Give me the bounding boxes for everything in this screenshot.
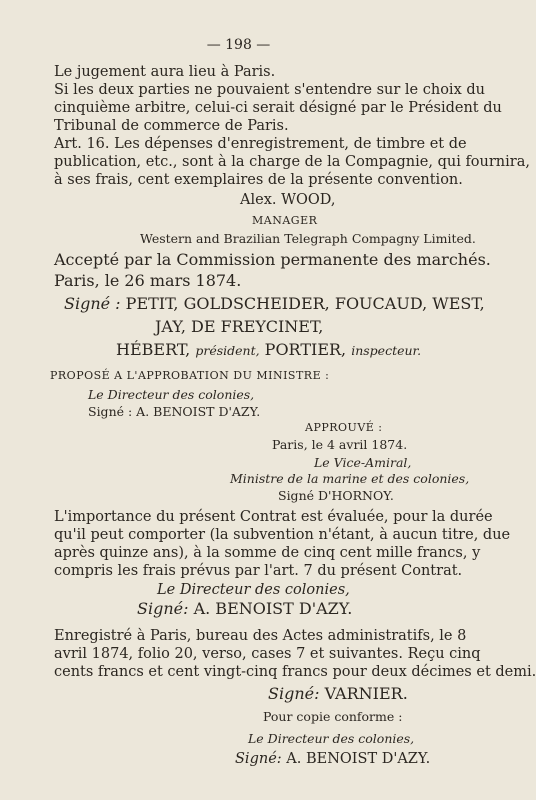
signature-title: MANAGER — [252, 214, 318, 227]
official-title: Ministre de la marine et des colonies, — [230, 471, 470, 486]
signature-line: Signé : A. BENOIST D'AZY. — [88, 404, 261, 419]
signature-line — [235, 750, 430, 768]
signatory-name: PORTIER, — [264, 340, 347, 359]
official-title: Le Directeur des colonies, — [88, 387, 255, 402]
text-line: L'importance du présent Contrat est évaluée, pour la durée — [54, 509, 493, 525]
signatory-name: HÉBERT, — [116, 340, 191, 359]
text-line: avril 1874, folio 20, verso, cases 7 et suivantes. Reçu cinq — [54, 646, 481, 662]
official-title: Le Vice-Amiral, — [314, 455, 412, 470]
signed-label: Signé: — [137, 599, 189, 618]
text-line: compris les frais prévus par l'art. 7 du présent Contrat. — [54, 563, 463, 579]
page-number: — 198 — — [206, 37, 271, 53]
text-line: Si les deux parties ne pouvaient s'entendre sur le choix du — [54, 82, 485, 98]
signatories-line: JAY, DE FREYCINET, — [155, 317, 324, 336]
signature-line — [137, 600, 352, 618]
signature-line: Signé D'HORNOY. — [278, 488, 394, 503]
official-title: Le Directeur des colonies, — [248, 731, 415, 746]
text-line: cinquième arbitre, celui-ci serait désigné par le Président du — [54, 100, 502, 116]
company-name: Western and Brazilian Telegraph Compagny Limited. — [140, 231, 476, 246]
text-line: publication, etc., sont à la charge de la Compagnie, qui fournira, — [54, 154, 530, 170]
signed-label: Signé: — [268, 684, 320, 703]
copy-note: Pour copie conforme : — [263, 709, 403, 724]
text-line: après quinze ans), à la somme de cinq cent mille francs, y — [54, 545, 481, 561]
signatory-name: A. BENOIST D'AZY. — [286, 751, 431, 767]
text-line: cents francs et cent vingt-cinq francs pour deux décimes et demi. — [54, 664, 536, 680]
text-line: Accepté par la Commission permanente des marchés. — [54, 250, 491, 269]
date-line: Paris, le 4 avril 1874. — [272, 437, 408, 452]
signed-label: Signé: — [235, 751, 282, 767]
signatory-name: A. BENOIST D'AZY. — [193, 599, 353, 618]
signatory-role: président, — [195, 343, 260, 358]
text-line: Art. 16. Les dépenses d'enregistrement, de timbre et de — [54, 136, 467, 152]
signed-label: Signé : — [64, 294, 121, 313]
signatory-role: inspecteur. — [351, 343, 422, 358]
signatory-name: VARNIER. — [324, 684, 408, 703]
official-title: Le Directeur des colonies, — [157, 582, 350, 598]
signatories: PETIT, GOLDSCHEIDER, FOUCAUD, WEST, — [125, 294, 485, 313]
signatories-line — [64, 295, 485, 313]
text-line: Le jugement aura lieu à Paris. — [54, 64, 276, 80]
signatories-line — [116, 341, 421, 360]
signature-name: Alex. WOOD, — [240, 192, 336, 208]
section-label: APPROUVÉ : — [305, 421, 383, 434]
signature-line — [268, 685, 408, 703]
text-line: à ses frais, cent exemplaires de la présente convention. — [54, 172, 463, 188]
text-line: Paris, le 26 mars 1874. — [54, 271, 242, 290]
section-label: PROPOSÉ A L'APPROBATION DU MINISTRE : — [50, 369, 330, 382]
text-line: Tribunal de commerce de Paris. — [54, 118, 289, 134]
text-line: Enregistré à Paris, bureau des Actes administratifs, le 8 — [54, 628, 467, 644]
text-line: qu'il peut comporter (la subvention n'étant, à aucun titre, due — [54, 527, 511, 543]
